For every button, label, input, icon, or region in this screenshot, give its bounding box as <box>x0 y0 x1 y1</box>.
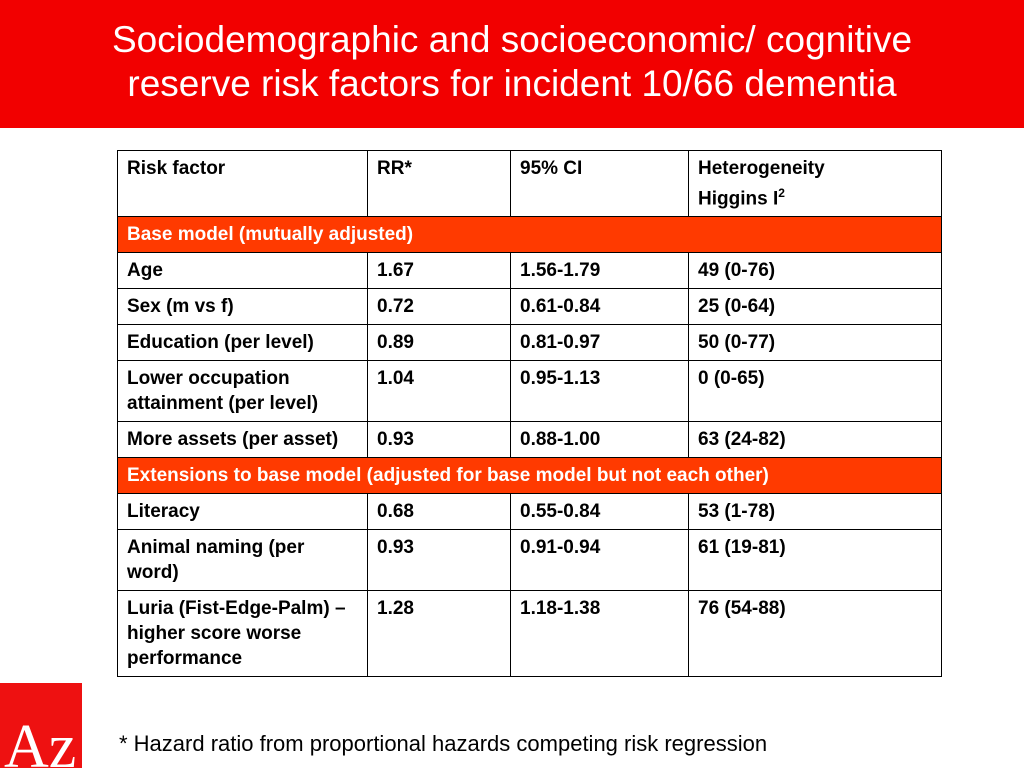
cell-rr: 1.28 <box>368 591 511 677</box>
cell-ci: 0.81-0.97 <box>511 325 689 361</box>
cell-het: 53 (1-78) <box>689 494 942 530</box>
cell-factor: More assets (per asset) <box>118 422 368 458</box>
title-banner <box>0 0 1024 128</box>
cell-het: 63 (24-82) <box>689 422 942 458</box>
header-ci: 95% CI <box>511 151 689 217</box>
table-row <box>118 494 942 530</box>
cell-het: 25 (0-64) <box>689 289 942 325</box>
table-row <box>118 361 942 422</box>
cell-rr: 0.68 <box>368 494 511 530</box>
cell-het: 49 (0-76) <box>689 253 942 289</box>
header-het-sup: 2 <box>778 186 785 200</box>
cell-ci: 1.18-1.38 <box>511 591 689 677</box>
table-row <box>118 530 942 591</box>
cell-ci: 0.88-1.00 <box>511 422 689 458</box>
footnote: * Hazard ratio from proportional hazards competing risk regression <box>119 731 768 756</box>
cell-factor: Lower occupation attainment (per level) <box>118 361 368 422</box>
logo-text: Az <box>4 713 77 768</box>
section-label-base: Base model (mutually adjusted) <box>118 217 942 253</box>
cell-factor: Literacy <box>118 494 368 530</box>
az-logo-graphic <box>0 683 82 768</box>
cell-het: 50 (0-77) <box>689 325 942 361</box>
cell-ci: 0.95-1.13 <box>511 361 689 422</box>
az-logo-icon <box>0 683 82 768</box>
cell-ci: 0.55-0.84 <box>511 494 689 530</box>
header-heterogeneity <box>689 151 942 217</box>
cell-het: 61 (19-81) <box>689 530 942 591</box>
table-row <box>118 422 942 458</box>
risk-factor-table <box>117 150 942 677</box>
cell-factor: Age <box>118 253 368 289</box>
cell-rr: 0.72 <box>368 289 511 325</box>
table-row <box>118 253 942 289</box>
cell-factor: Education (per level) <box>118 325 368 361</box>
header-rr: RR* <box>368 151 511 217</box>
cell-factor: Luria (Fist-Edge-Palm) – higher score worse performance <box>118 591 368 677</box>
cell-het: 76 (54-88) <box>689 591 942 677</box>
cell-factor: Sex (m vs f) <box>118 289 368 325</box>
cell-rr: 0.93 <box>368 422 511 458</box>
table-row <box>118 289 942 325</box>
header-het-line2: Higgins I <box>698 188 779 210</box>
table-header-row <box>118 151 942 217</box>
cell-rr: 0.89 <box>368 325 511 361</box>
cell-rr: 1.04 <box>368 361 511 422</box>
section-row-base <box>118 217 942 253</box>
header-risk-factor: Risk factor <box>118 151 368 217</box>
table-row <box>118 591 942 677</box>
title-line-2: reserve risk factors for incident 10/66 dementia <box>127 63 897 104</box>
section-row-extensions <box>118 458 942 494</box>
cell-rr: 0.93 <box>368 530 511 591</box>
cell-ci: 1.56-1.79 <box>511 253 689 289</box>
table-row <box>118 325 942 361</box>
header-het-line1: Heterogeneity <box>698 158 825 179</box>
slide-title <box>112 18 912 106</box>
cell-ci: 0.61-0.84 <box>511 289 689 325</box>
cell-rr: 1.67 <box>368 253 511 289</box>
cell-ci: 0.91-0.94 <box>511 530 689 591</box>
cell-factor: Animal naming (per word) <box>118 530 368 591</box>
cell-het: 0 (0-65) <box>689 361 942 422</box>
section-label-extensions: Extensions to base model (adjusted for base model but not each other) <box>118 458 942 494</box>
title-line-1: Sociodemographic and socioeconomic/ cognitive <box>111 19 913 60</box>
